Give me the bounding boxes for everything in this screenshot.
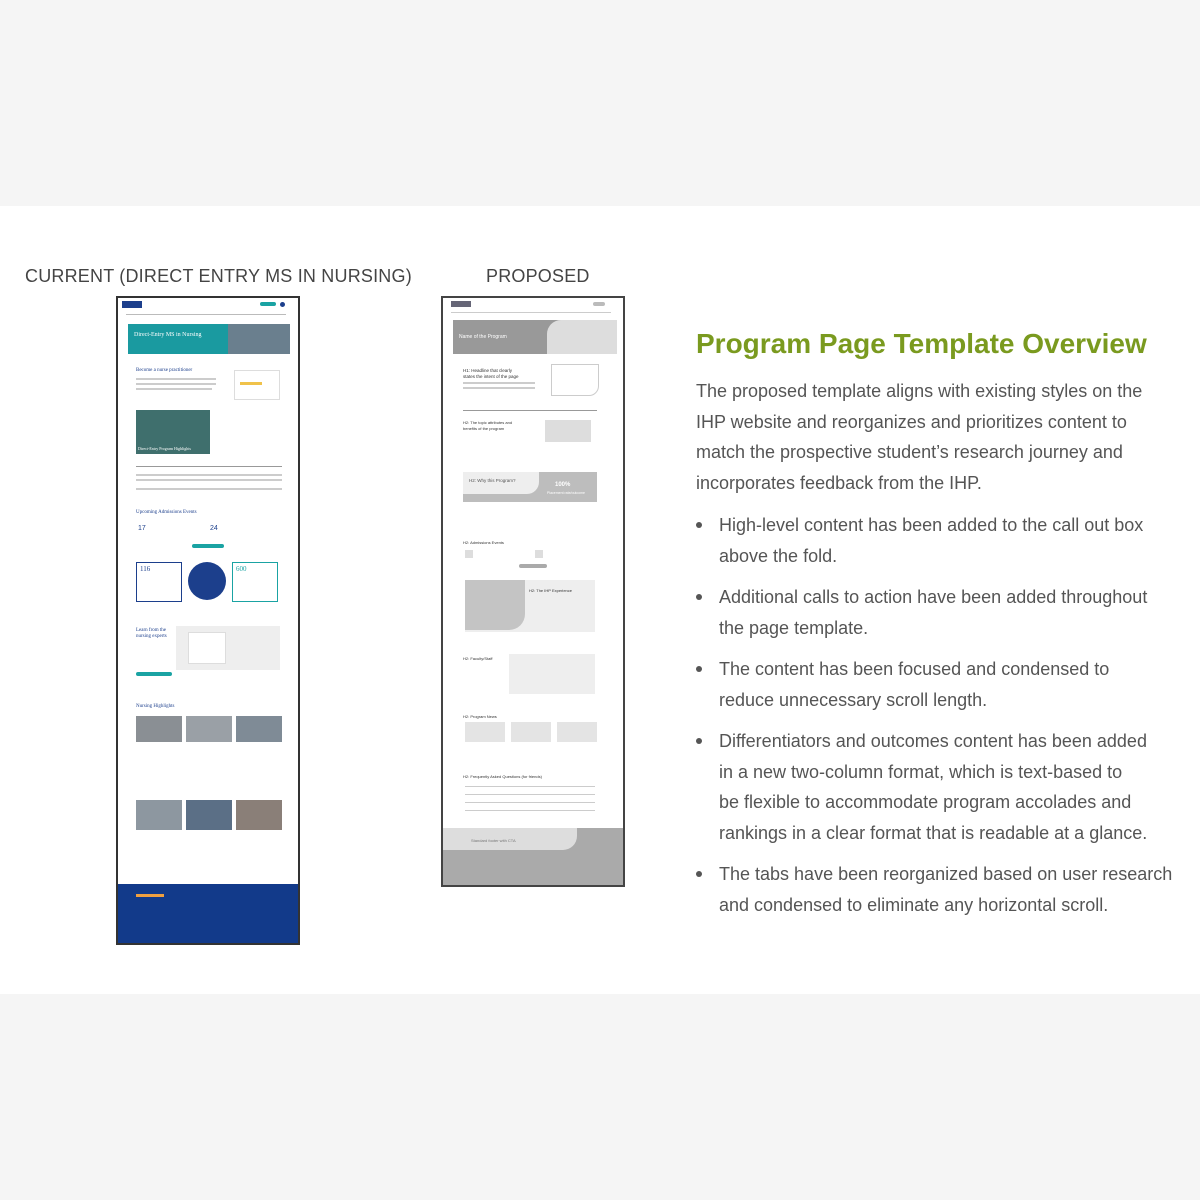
bullet-icon bbox=[696, 871, 702, 877]
body-text bbox=[136, 479, 282, 481]
callout-box bbox=[234, 370, 280, 400]
stat-value: 116 bbox=[140, 565, 151, 573]
bullet-item bbox=[696, 654, 1176, 715]
video-caption: Direct-Entry Program Highlights bbox=[138, 446, 191, 451]
news-card bbox=[511, 722, 551, 742]
bullet-icon bbox=[696, 522, 702, 528]
bullet-line: above the fold. bbox=[719, 545, 838, 566]
intro-heading: Become a nurse practitioner bbox=[136, 368, 193, 373]
topics-heading: H2: The topic attributes and benefits of the program bbox=[463, 420, 513, 431]
proposed-page-screenshot bbox=[441, 296, 625, 887]
badge-icon bbox=[188, 562, 226, 600]
bullet-item bbox=[696, 510, 1176, 571]
apply-button[interactable] bbox=[260, 302, 276, 306]
body-text bbox=[136, 474, 282, 476]
expert-profile bbox=[188, 632, 226, 664]
faculty-cards bbox=[509, 654, 595, 694]
video-placeholder[interactable] bbox=[545, 420, 591, 442]
intro-text bbox=[136, 388, 212, 390]
faq-item[interactable] bbox=[465, 794, 595, 795]
highlight-image bbox=[236, 716, 282, 742]
bullet-item bbox=[696, 582, 1176, 643]
body-text bbox=[463, 382, 535, 384]
faq-item[interactable] bbox=[465, 786, 595, 787]
apply-button[interactable] bbox=[593, 302, 605, 306]
bullet-line: The content has been focused and condensed to bbox=[719, 659, 1110, 679]
bullet-item bbox=[696, 859, 1176, 920]
bullet-line: rankings in a clear format that is readable at a glance. bbox=[719, 822, 1148, 843]
footer-cta-button[interactable] bbox=[136, 894, 164, 897]
top-nav[interactable] bbox=[451, 312, 611, 313]
callout-box bbox=[551, 364, 599, 396]
events-heading: H2: Admissions Events bbox=[463, 540, 504, 545]
hero-photo bbox=[228, 324, 290, 354]
news-image bbox=[236, 800, 282, 830]
intro-line: IHP website and reorganizes and prioritizes content to bbox=[696, 411, 1127, 432]
intro-line: incorporates feedback from the IHP. bbox=[696, 472, 982, 493]
bullet-line: Additional calls to action have been added throughout bbox=[719, 587, 1148, 607]
tab-bar[interactable] bbox=[463, 410, 597, 411]
intro-text bbox=[136, 378, 216, 380]
news-image bbox=[186, 800, 232, 830]
proposed-caption: PROPOSED bbox=[486, 266, 590, 286]
bullet-line: in a new two-column format, which is text-based to bbox=[719, 761, 1123, 782]
page-headline: H1: Headline that clearly states the intent of the page bbox=[463, 368, 519, 379]
event-date bbox=[465, 550, 473, 558]
intro-text bbox=[136, 383, 216, 385]
hero-title: Direct-Entry MS in Nursing bbox=[134, 332, 202, 338]
news-image bbox=[136, 800, 182, 830]
bullet-item bbox=[696, 726, 1176, 848]
bullet-icon bbox=[696, 666, 702, 672]
intro-line: The proposed template aligns with existing styles on the bbox=[696, 381, 1143, 401]
footer-cta: Standard footer with CTA bbox=[471, 838, 516, 843]
news-card bbox=[465, 722, 505, 742]
faq-item[interactable] bbox=[465, 810, 595, 811]
bullet-line: be flexible to accommodate program accolades and bbox=[719, 792, 1132, 812]
stat-value: 100% bbox=[555, 482, 571, 488]
body-text bbox=[136, 488, 282, 490]
event-day: 17 bbox=[138, 525, 146, 532]
bullet-line: Differentiators and outcomes content has been added bbox=[719, 731, 1147, 751]
events-heading: Upcoming Admissions Events bbox=[136, 510, 197, 515]
news-heading: H2: Program News bbox=[463, 714, 497, 719]
news-card bbox=[557, 722, 597, 742]
hero-title: Name of the Program bbox=[459, 334, 507, 340]
overview-title: Program Page Template Overview bbox=[696, 328, 1147, 359]
events-button[interactable] bbox=[519, 564, 547, 568]
bullet-line: The tabs have been reorganized based on user research bbox=[719, 864, 1173, 884]
current-page-screenshot bbox=[116, 296, 300, 945]
bullet-line: the page template. bbox=[719, 617, 869, 638]
logo bbox=[451, 301, 471, 307]
bullet-icon bbox=[696, 594, 702, 600]
intro-line: match the prospective student’s research journey and bbox=[696, 442, 1123, 462]
faq-heading: H2: Frequently Asked Questions (for friends) bbox=[463, 774, 542, 779]
bullet-line: and condensed to eliminate any horizontal scroll. bbox=[719, 894, 1109, 915]
highlight-image bbox=[136, 716, 182, 742]
highlight-image bbox=[186, 716, 232, 742]
faculty-heading: H2: Faculty/Staff bbox=[463, 656, 493, 661]
experts-heading: Learn from the nursing experts bbox=[136, 628, 167, 639]
stat-value: 600 bbox=[236, 565, 247, 573]
logo bbox=[122, 301, 142, 308]
overview-intro bbox=[696, 376, 1166, 498]
events-button[interactable] bbox=[192, 544, 224, 548]
event-date bbox=[535, 550, 543, 558]
search-icon[interactable] bbox=[280, 302, 285, 307]
hero-image bbox=[547, 320, 617, 354]
faq-item[interactable] bbox=[465, 802, 595, 803]
bullet-icon bbox=[696, 738, 702, 744]
why-heading: H2: Why this Program? bbox=[469, 478, 516, 483]
current-caption: CURRENT (DIRECT ENTRY MS IN NURSING) bbox=[25, 266, 412, 286]
body-text bbox=[463, 387, 535, 389]
overview-bullets bbox=[696, 510, 1176, 931]
tab-bar[interactable] bbox=[136, 466, 282, 467]
bullet-line: High-level content has been added to the call out box bbox=[719, 515, 1144, 535]
top-nav[interactable] bbox=[126, 314, 286, 315]
experts-button[interactable] bbox=[136, 672, 172, 676]
experience-image bbox=[465, 580, 525, 630]
experience-heading: H2: The IHP Experience bbox=[529, 588, 572, 593]
bullet-line: reduce unnecessary scroll length. bbox=[719, 689, 988, 710]
apply-now-button[interactable] bbox=[240, 382, 262, 385]
stat-label: Placement rate/outcome bbox=[547, 491, 585, 495]
highlights-heading: Nursing Highlights bbox=[136, 704, 175, 709]
event-day: 24 bbox=[210, 525, 218, 532]
